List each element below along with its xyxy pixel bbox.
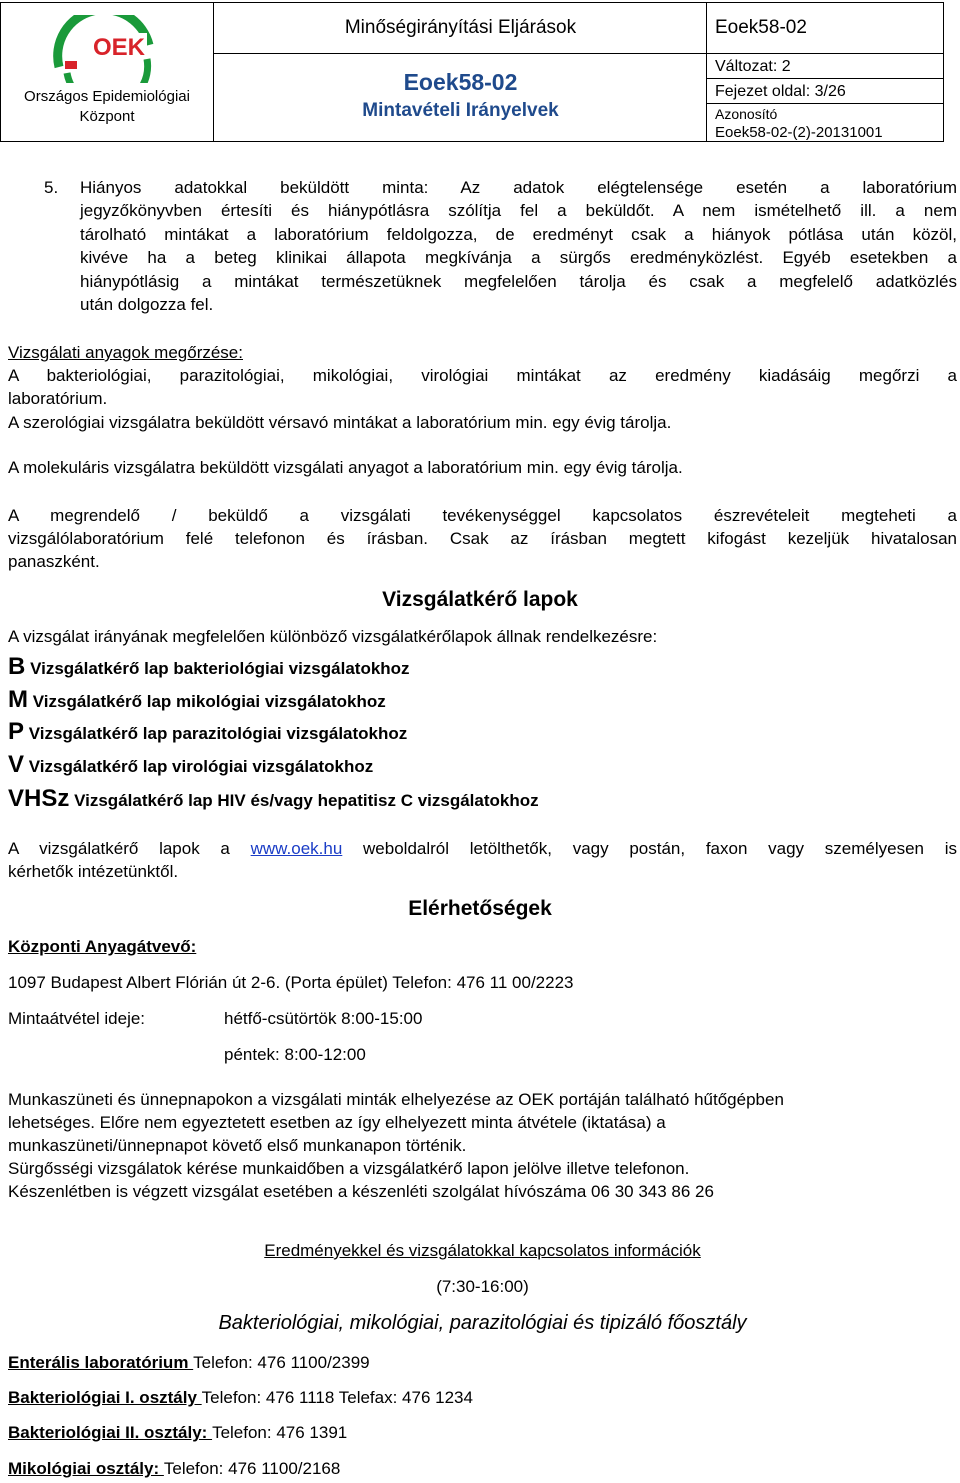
system-title: Minőségirányítási Eljárások	[344, 17, 577, 38]
form-label: Vizsgálatkérő lap parazitológiai vizsgálatokhoz	[28, 724, 408, 743]
org-cell	[1, 3, 214, 141]
standby-line: Készenlétben is végzett vizsgálat esetében a készenléti szolgálat hívószáma 06 30 343 86 26	[8, 1182, 714, 1201]
lab-contact-row	[8, 1351, 957, 1374]
storage-p1	[8, 364, 957, 410]
item5-line: után dolgozza fel.	[80, 295, 214, 314]
lab-phone: Telefon: 476 1100/2399	[193, 1353, 370, 1372]
storage-p1-line: A bakteriológiai, parazitológiai, mikológiai, virológiai mintákat az eredmény kiadásáig megőrzi a	[8, 366, 957, 385]
forms-intro: A vizsgálat irányának megfelelően különböző vizsgálatkérőlapok állnak rendelkezésre:	[8, 627, 658, 646]
storage-p2: A szerológiai vizsgálatra beküldött vérsavó mintákat a laboratórium min. egy évig tárolja.	[8, 413, 672, 432]
lab-name: Bakteriológiai I. osztály	[8, 1388, 202, 1407]
doc-code: Eoek58-02	[403, 69, 518, 95]
office-hours: (7:30-16:00)	[436, 1277, 529, 1296]
lab-contact-row	[8, 1386, 957, 1409]
holiday-line: Munkaszüneti és ünnepnapokon a vizsgálati minták elhelyezése az OEK portáján található hűtőgépben	[8, 1090, 784, 1109]
download-text: kérhetők intézetünktől.	[8, 862, 179, 881]
form-label: Vizsgálatkérő lap mikológiai vizsgálatokhoz	[32, 692, 386, 711]
contacts-heading: Elérhetőségek	[408, 897, 552, 920]
form-item-m[interactable]	[8, 686, 386, 716]
form-letter: VHSz	[8, 785, 70, 812]
complaint-paragraph	[8, 504, 957, 573]
lab-contact-row	[8, 1421, 957, 1444]
doc-code-top: Eoek58-02	[715, 17, 807, 38]
lab-phone: Telefon: 476 1391	[212, 1423, 348, 1442]
form-letter: B	[8, 653, 26, 680]
lab-name: Mikológiai osztály:	[8, 1459, 164, 1478]
central-label	[8, 935, 957, 958]
form-item-v[interactable]	[8, 751, 373, 781]
holiday-line: munkaszüneti/ünnepnapot követő első munkanapon történik.	[8, 1136, 467, 1155]
download-paragraph	[8, 837, 957, 883]
meta-cell	[707, 3, 943, 141]
chapter-page: Fejezet oldal: 3/26	[715, 83, 846, 100]
storage-p1-line: laboratórium.	[8, 389, 108, 408]
form-label: Vizsgálatkérő lap bakteriológiai vizsgálatokhoz	[30, 659, 410, 678]
item5-line: tárolható mintákat a laboratórium feldolgozza, de eredményt csak a hiányok pótlása után közöl,	[80, 224, 957, 244]
download-text: A vizsgálatkérő lapok a	[8, 839, 230, 858]
department-name: Bakteriológiai, mikológiai, parazitológiai és tipizáló főosztály	[218, 1312, 747, 1334]
urgent-line: Sürgősségi vizsgálatok kérése munkaidőben a vizsgálatkérő lapon jelölve illetve telefonon.	[8, 1159, 690, 1178]
reception-time-weekdays: hétfő-csütörtök 8:00-15:00	[224, 1009, 423, 1028]
logo-text: OEK	[92, 34, 146, 61]
id-label: Azonosító	[715, 106, 778, 122]
item5-line: jegyzőkönyvben értesíti és hiánypótlásra szólítja fel a beküldőt. A nem ismételhető ill. a nem	[80, 201, 957, 220]
storage-p3: A molekuláris vizsgálatra beküldött vizsgálati anyagot a laboratórium min. egy évig tárolja.	[8, 458, 683, 477]
holiday-paragraph	[8, 1088, 957, 1203]
forms-heading: Vizsgálatkérő lapok	[382, 588, 578, 611]
central-address: 1097 Budapest Albert Flórián út 2-6. (Porta épület) Telefon: 476 11 00/2223	[8, 973, 574, 992]
form-letter: P	[8, 718, 25, 745]
download-text: weboldalról letölthetők, vagy postán, faxon vagy személyesen is	[363, 839, 957, 858]
item5-line: Hiányos adatokkal beküldött minta: Az adatok elégtelensége esetén a laboratórium	[80, 178, 957, 197]
org-name-line2: Központ	[79, 108, 135, 125]
lab-name: Bakteriológiai II. osztály:	[8, 1423, 213, 1442]
document-header	[0, 2, 944, 142]
storage-heading-text: Vizsgálati anyagok megőrzése:	[8, 343, 243, 362]
form-letter: V	[8, 751, 25, 778]
form-item-vhsz[interactable]	[8, 785, 539, 815]
form-label: Vizsgálatkérő lap virológiai vizsgálatokhoz	[28, 757, 374, 776]
version: Változat: 2	[715, 58, 791, 75]
form-label: Vizsgálatkérő lap HIV és/vagy hepatitisz C vizsgálatokhoz	[74, 791, 539, 810]
lab-phone: Telefon: 476 1118 Telefax: 476 1234	[201, 1388, 473, 1407]
item5-line: hiánypótlásig a mintákat természetüknek megfelelően tárolja és csak a megfelelő adatközlés	[80, 271, 957, 291]
doc-subtitle: Mintavételi Irányelvek	[362, 100, 559, 121]
reception-time-friday: péntek: 8:00-12:00	[224, 1045, 366, 1064]
lab-phone: Telefon: 476 1100/2168	[163, 1459, 341, 1478]
results-info-heading	[0, 1241, 960, 1261]
org-name	[1, 87, 213, 127]
list-number: 5.	[44, 178, 59, 197]
oek-logo	[45, 15, 165, 83]
item5-line: kivéve ha a beteg klinikai állapota megkívánja a sürgős eredményközlést. Egyéb esetekben a	[80, 248, 957, 267]
org-name-line1: Országos Epidemiológiai	[24, 88, 190, 105]
complaint-line: A megrendelő / beküldő a vizsgálati tevékenységgel kapcsolatos észrevételeit megteheti a	[8, 506, 957, 525]
lab-contact-row	[8, 1457, 957, 1480]
form-item-b[interactable]	[8, 653, 410, 683]
holiday-line: lehetséges. Előre nem egyeztetett esetben az így elhelyezett minta átvétele (iktatása) a	[8, 1113, 666, 1132]
form-letter: M	[8, 686, 28, 713]
lab-name: Enterális laboratórium	[8, 1353, 194, 1372]
oek-website-link[interactable]: www.oek.hu	[250, 839, 343, 858]
complaint-line: vizsgálólaboratórium felé telefonon és írásban. Csak az írásban megtett kifogást kezeljük hivatalosan	[8, 529, 957, 548]
reception-label: Mintaátvétel ideje:	[8, 1009, 146, 1028]
complaint-line: panaszként.	[8, 552, 100, 571]
id-value: Eoek58-02-(2)-20131001	[715, 124, 883, 141]
central-label-text: Központi Anyagátvevő:	[8, 937, 197, 956]
form-item-p[interactable]	[8, 718, 407, 748]
results-info-heading-text: Eredményekkel és vizsgálatokkal kapcsolatos információk	[264, 1241, 701, 1260]
storage-heading	[8, 341, 957, 364]
